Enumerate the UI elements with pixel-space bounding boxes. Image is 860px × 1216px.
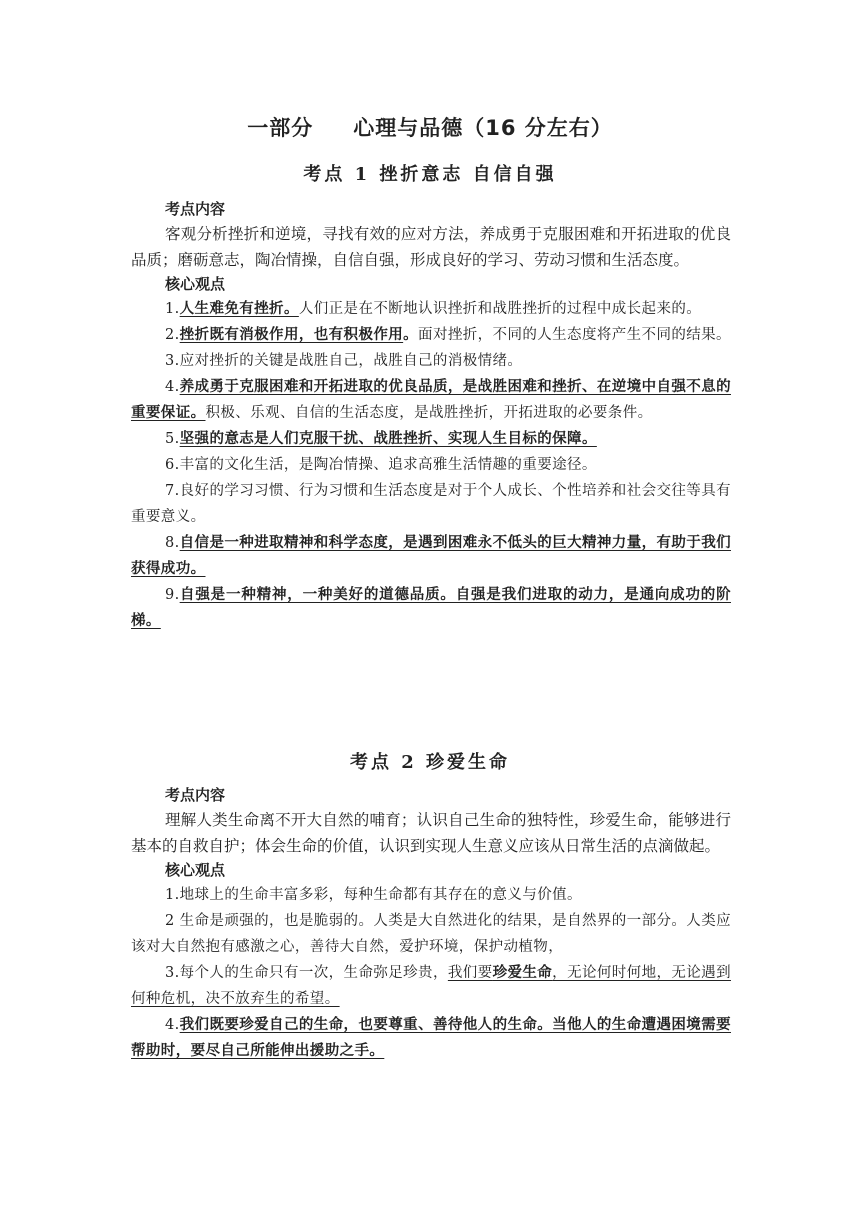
kd1-point-9-key: 自强是一种精神，一种美好的道德品质。自强是我们进取的动力，是通向成功的阶梯。: [131, 586, 731, 629]
kd1-point-1: 1.人生难免有挫折。人们正是在不断地认识挫折和战胜挫折的过程中成长起来的。: [165, 300, 702, 317]
part-title-right: 心理与品德（16 分左右）: [353, 116, 613, 140]
kd1-point-2: 2.挫折既有消极作用，也有积极作用。面对挫折，不同的人生态度将产生不同的结果。: [165, 326, 731, 343]
kd1-title: 考点 1 挫折意志 自信自强: [303, 164, 557, 185]
kd1-point-8: 8.自信是一种进取精神和科学态度，是遇到困难永不低头的巨大精神力量，有助于我们获得成功。: [131, 534, 731, 577]
kd1-point-5: 5.坚强的意志是人们克服干扰、战胜挫折、实现人生目标的保障。: [165, 430, 597, 447]
kd1-point-6: 6.丰富的文化生活，是陶冶情操、追求高雅生活情趣的重要途径。: [165, 457, 597, 473]
kd2-point-4: 4.我们既要珍爱自己的生命，也要尊重、善待他人的生命。当他人的生命遭遇困境需要帮助时，要尽自己所能伸出援助之手。: [131, 1016, 731, 1059]
kd2-core-heading: 核心观点: [165, 861, 226, 879]
kd1-point-3: 3.应对挫折的关键是战胜自己，战胜自己的消极情绪。: [165, 353, 523, 369]
kd2-point-1: 1.地球上的生命丰富多彩，每种生命都有其存在的意义与价值。: [165, 887, 582, 903]
kd2-section: [131, 784, 731, 1064]
kd1-point-8-key: 自信是一种进取精神和科学态度，是遇到困难永不低头的巨大精神力量，有助于我们获得成功。: [131, 534, 731, 577]
kd1-point-1-key: 人生难免有挫折。: [179, 300, 299, 317]
kd2-point-4-key: 我们既要珍爱自己的生命，也要尊重、善待他人的生命。当他人的生命遭遇困境需要帮助时，要尽自己所能伸出援助之手。: [131, 1016, 731, 1059]
kd2-point-2: 2 生命是顽强的，也是脆弱的。人类是大自然进化的结果，是自然界的一部分。人类应该对大自然抱有感激之心，善待大自然，爱护环境，保护动植物，: [131, 913, 731, 955]
kd2-content-text: 理解人类生命离不开大自然的哺育；认识自己生命的独特性，珍爱生命，能够进行基本的自救自护；体会生命的价值，认识到实现人生意义应该从日常生活的点滴做起。: [131, 811, 731, 855]
kd1-core-heading: 核心观点: [165, 275, 226, 293]
kd1-point-5-key: 坚强的意志是人们克服干扰、战胜挫折、实现人生目标的保障。: [179, 430, 597, 447]
kd2-content-heading: 考点内容: [165, 786, 226, 804]
kd1-point-4-key: 养成勇于克服困难和开拓进取的优良品质，是战胜困难和挫折、在逆境中自强不息的重要保证。: [131, 378, 731, 421]
kd2-point-3-key: 珍爱生命: [492, 964, 553, 981]
kd2-point-3: 3.每个人的生命只有一次，生命弥足珍贵，我们要珍爱生命，无论何时何地，无论遇到何种危机，决不放弃生的希望。: [131, 964, 731, 1007]
kd1-content-heading: 考点内容: [165, 200, 226, 218]
kd1-section: [131, 198, 731, 634]
kd1-point-7: 7.良好的学习习惯、行为习惯和生活态度是对于个人成长、个性培养和社会交往等具有重要意义。: [131, 483, 731, 525]
kd2-title: 考点 2 珍爱生命: [349, 752, 511, 773]
part-title: [0, 112, 860, 142]
kd1-point-9: 9.自强是一种精神，一种美好的道德品质。自强是我们进取的动力，是通向成功的阶梯。: [131, 586, 731, 629]
kd1-point-2-key: 挫折既有消极作用，也有积极作用: [179, 326, 404, 343]
kd1-point-4: 4.养成勇于克服困难和开拓进取的优良品质，是战胜困难和挫折、在逆境中自强不息的重要保证。积极、乐观、自信的生活态度，是战胜挫折，开拓进取的必要条件。: [131, 378, 731, 421]
part-title-left: 一部分: [247, 116, 314, 140]
kd1-content-text: 客观分析挫折和逆境，寻找有效的应对方法，养成勇于克服困难和开拓进取的优良品质；磨砺意志，陶冶情操，自信自强，形成良好的学习、劳动习惯和生活态度。: [131, 225, 731, 269]
